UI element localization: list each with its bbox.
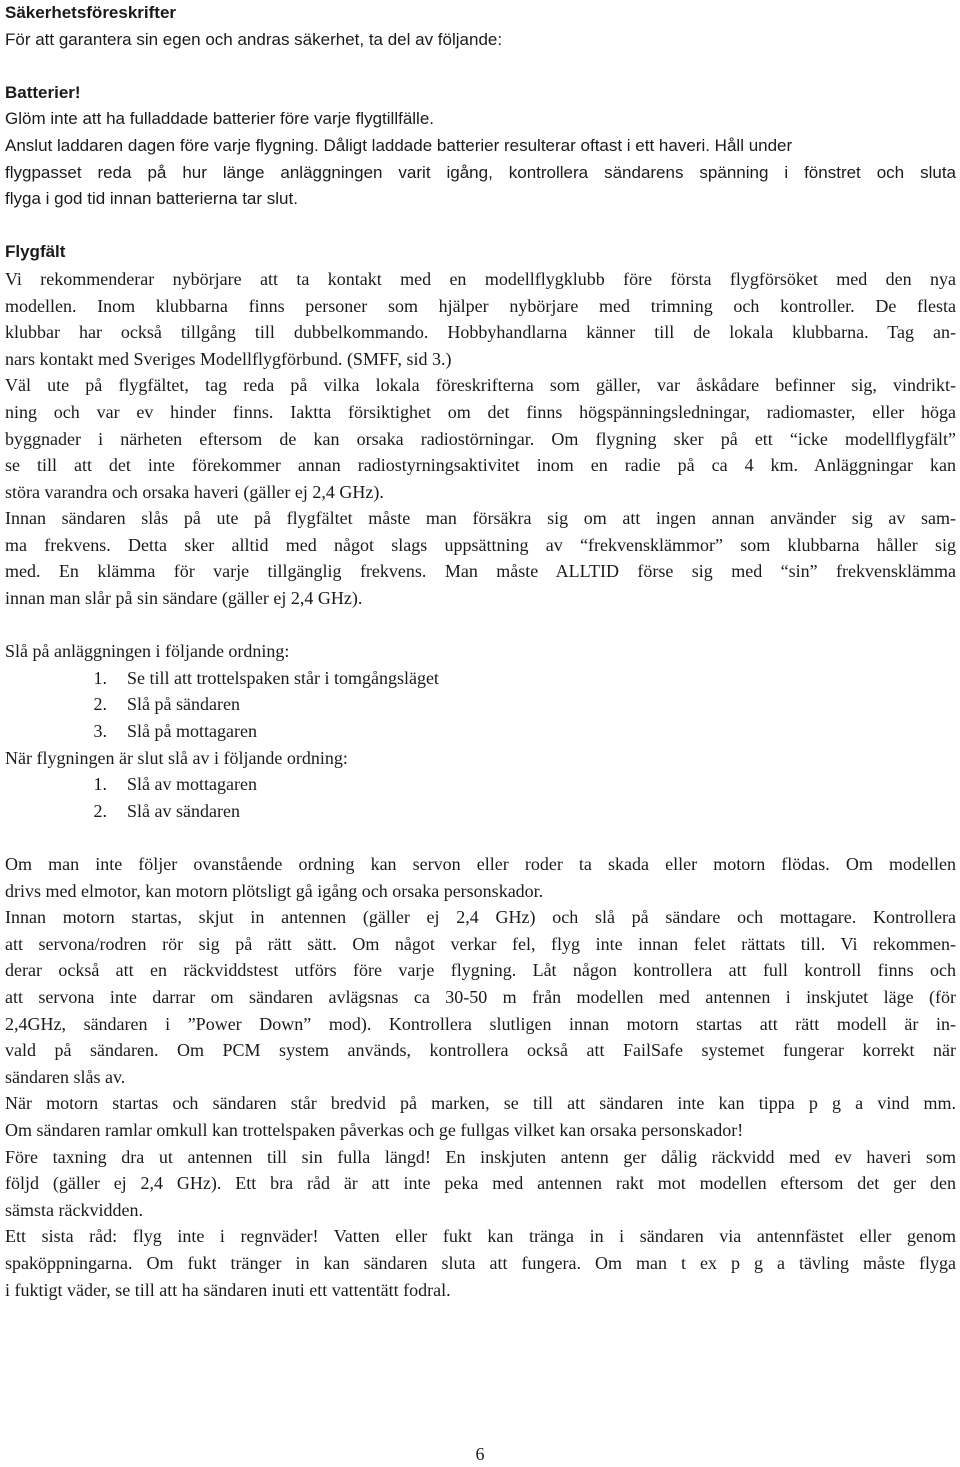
startup-steps-list xyxy=(5,665,956,745)
spacer xyxy=(5,824,956,851)
list-item xyxy=(5,665,956,692)
closing-line: Ett sista råd: flyg inte i regnväder! Vatten eller fukt kan tränga in i sändaren via antennfästet eller genom xyxy=(5,1226,956,1247)
list-item-text: Slå av sändaren xyxy=(127,800,240,821)
startup-intro: Slå på anläggningen i följande ordning: xyxy=(5,641,290,662)
list-item-text: Slå på sändaren xyxy=(127,694,240,715)
flygfalt-line: innan man slår på sin sändare (gäller ej 2,4 GHz). xyxy=(5,588,363,609)
flygfalt-line: ma frekvens. Detta sker alltid med något slags uppsättning av “frekvensklämmor” som klubbarna håller sig xyxy=(5,534,956,555)
closing-line: i fuktigt väder, se till att ha sändaren inuti ett vattentätt fodral. xyxy=(5,1279,451,1300)
flygfalt-line: Väl ute på flygfältet, tag reda på vilka lokala föreskrifterna som gäller, var åskådare befinner sig, vindrikt- xyxy=(5,375,956,396)
list-item-number: 2 . xyxy=(5,691,107,718)
closing-line: drivs med elmotor, kan motorn plötsligt gå igång och orsaka personskador. xyxy=(5,880,544,901)
section-heading-safety: Säkerhetsföreskrifter xyxy=(5,3,177,22)
page-number: 6 xyxy=(475,1444,485,1464)
list-item-text: Slå på mottagaren xyxy=(127,721,257,742)
list-item xyxy=(5,771,956,798)
section-heading-flygfalt: Flygfält xyxy=(5,242,66,262)
closing-line: att servona/rodren rör sig på rätt sätt. Om något verkar fel, flyg inte innan felet rättats till. Vi rekommen- xyxy=(5,933,956,954)
list-item-number: 2 . xyxy=(5,798,107,825)
closing-line: följd (gäller ej 2,4 GHz). Ett bra råd är att inte peka med antennen rakt mot modellen eftersom det ger den xyxy=(5,1173,956,1194)
list-item-text: Se till att trottelspaken står i tomgångsläget xyxy=(127,667,439,688)
list-item xyxy=(5,718,956,745)
spacer xyxy=(5,213,956,240)
list-item xyxy=(5,798,956,825)
closing-line: sämsta räckvidden. xyxy=(5,1199,143,1220)
flygfalt-line: med. En klämma för varje tillgänglig frekvens. Man måste ALLTID förse sig med “sin” frekvensklämma xyxy=(5,561,956,582)
closing-line: 2,4GHz, sändaren i ”Power Down” mod). Kontrollera slutligen innan motorn startas att rätt modell är in- xyxy=(5,1013,956,1034)
closing-line: Om sändaren ramlar omkull kan trottelspaken påverkas och ge fullgas vilket kan orsaka personskador! xyxy=(5,1119,744,1140)
flygfalt-line: modellen. Inom klubbarna finns personer som hjälper nybörjare med trimning och kontroller. De flesta xyxy=(5,295,956,316)
closing-line: spaköppningarna. Om fukt tränger in kan sändaren sluta att fungera. Om man t ex p g a tävling måste flyga xyxy=(5,1252,956,1273)
list-item-number: 1 . xyxy=(5,771,107,798)
flygfalt-line: klubbar har också tillgång till dubbelkommando. Hobbyhandlarna känner till de lokala klubbarna. Tag an- xyxy=(5,322,956,343)
closing-line: sändaren slås av. xyxy=(5,1066,126,1087)
list-item xyxy=(5,691,956,718)
flygfalt-line: Innan sändaren slås på ute på flygfältet måste man försäkra sig om att ingen annan använder sig av sam- xyxy=(5,508,956,529)
batteries-line: Anslut laddaren dagen före varje flygning. Dåligt laddade batterier resulterar oftast i ett haveri. Håll under xyxy=(5,135,793,155)
spacer xyxy=(5,53,956,80)
closing-line: Om man inte följer ovanstående ordning kan servon eller roder ta skada eller motorn flödas. Om modellen xyxy=(5,854,956,874)
flygfalt-line: ning och var ev hinder finns. Iaktta försiktighet om det finns högspänningsledningar, radiomaster, eller höga xyxy=(5,401,956,422)
safety-intro: För att garantera sin egen och andras säkerhet, ta del av följande: xyxy=(5,29,503,49)
closing-line: Innan motorn startas, skjut in antennen (gäller ej 2,4 GHz) och slå på sändare och mottagare. Kontrollera xyxy=(5,907,956,928)
list-item-number: 1 . xyxy=(5,665,107,692)
flygfalt-line: störa varandra och orsaka haveri (gäller ej 2,4 GHz). xyxy=(5,481,384,502)
flygfalt-line: nars kontakt med Sveriges Modellflygförbund. (SMFF, sid 3.) xyxy=(5,348,452,369)
shutdown-intro: När flygningen är slut slå av i följande ordning: xyxy=(5,747,348,768)
batteries-line: Glöm inte att ha fulladdade batterier före varje flygtillfälle. xyxy=(5,109,435,129)
flygfalt-line: byggnader i närheten eftersom de kan orsaka radiostörningar. Om flygning sker på ett “icke modellflygfält” xyxy=(5,428,956,449)
closing-line: derar också att en räckviddstest utförs före varje flygning. Låt någon kontrollera att full kontroll finns och xyxy=(5,960,956,981)
shutdown-steps-list xyxy=(5,771,956,824)
section-heading-batteries: Batterier! xyxy=(5,82,81,102)
list-item-text: Slå av mottagaren xyxy=(127,774,257,795)
batteries-line: flyga i god tid innan batterierna tar slut. xyxy=(5,189,298,209)
closing-line: När motorn startas och sändaren står bredvid på marken, se till att sändaren inte kan tippa p g a vind mm. xyxy=(5,1093,956,1114)
closing-line: vald på sändaren. Om PCM system används, kontrollera också att FailSafe systemet fungerar korrekt när xyxy=(5,1040,956,1061)
list-item-number: 3 . xyxy=(5,718,107,745)
spacer xyxy=(5,612,956,639)
closing-line: Före taxning dra ut antennen till sin fulla längd! En inskjuten antenn ger dålig räckvidd med ev haveri som xyxy=(5,1146,956,1167)
flygfalt-line: Vi rekommenderar nybörjare att ta kontakt med en modellflygklubb före första flygförsöket med den nya xyxy=(5,268,956,289)
flygfalt-line: se till att det inte förekommer annan radiostyrningsaktivitet inom en radie på ca 4 km. Anläggningar kan xyxy=(5,455,956,476)
batteries-line: flygpasset reda på hur länge anläggningen varit igång, kontrollera sändarens spänning i fönstret och sluta xyxy=(5,162,956,182)
closing-line: att servona inte darrar om sändaren avlägsnas ca 30-50 m från modellen med antennen i inskjutet läge (för xyxy=(5,986,956,1007)
